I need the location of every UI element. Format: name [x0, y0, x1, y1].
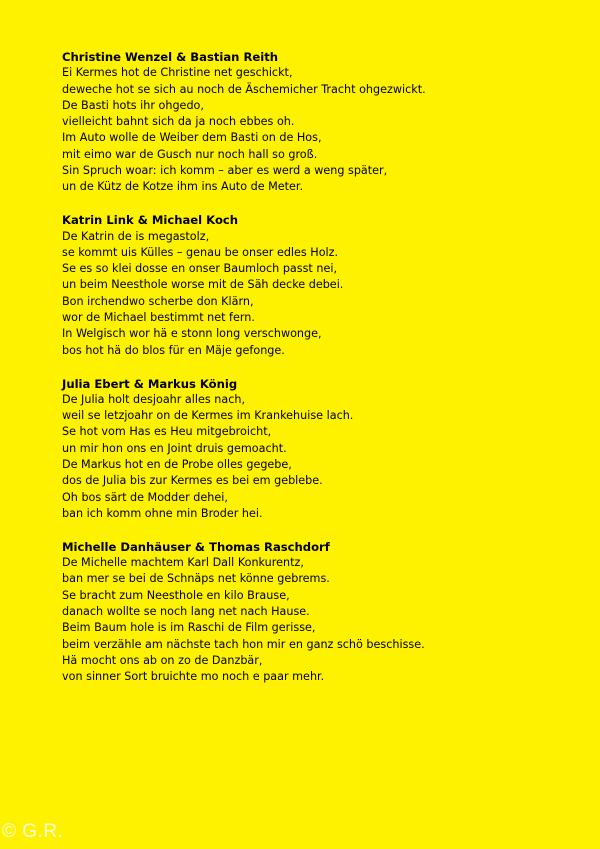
- verse-line: De Katrin de is megastolz,: [62, 229, 210, 243]
- verse-line: Se hot vom Has es Heu mitgebroicht,: [62, 425, 272, 439]
- verse-line: Im Auto wolle de Weiber dem Basti on de Hos,: [62, 131, 322, 145]
- couple-names: Katrin Link & Michael Koch: [62, 213, 239, 228]
- verse-line: wor de Michael bestimmt net fern.: [62, 311, 255, 325]
- stanza-2: [62, 212, 582, 359]
- verse-line: ban ich komm ohne min Broder hei.: [62, 506, 263, 520]
- verse-line: vielleicht bahnt sich da ja noch ebbes oh.: [62, 115, 295, 129]
- verse-line: danach wollte se noch lang net nach Hause.: [62, 604, 310, 618]
- verse-line: mit eimo war de Gusch nur noch hall so groß.: [62, 147, 318, 161]
- verse-line: Sin Spruch woar: ich komm – aber es werd a weng später,: [62, 164, 388, 178]
- verse-line: beim verzähle am nächste tach hon mir en ganz schö beschisse.: [62, 637, 425, 651]
- poem-document: [62, 49, 582, 702]
- verse-line: De Markus hot en de Probe olles gegebe,: [62, 458, 292, 472]
- couple-names: Christine Wenzel & Bastian Reith: [62, 50, 279, 64]
- verse-line: dos de Julia bis zur Kermes es bei em geblebe.: [62, 474, 323, 488]
- verse-line: ban mer se bei de Schnäps net könne gebrems.: [62, 572, 330, 586]
- stanza-1: [62, 49, 582, 196]
- verse-line: deweche hot se sich au noch de Äschemicher Tracht ohgezwickt.: [62, 82, 426, 96]
- verse-line: un beim Neesthole worse mit de Säh decke debei.: [62, 278, 344, 292]
- couple-names: Michelle Danhäuser & Thomas Raschdorf: [62, 539, 330, 554]
- verse-line: Hä mocht ons ab on zo de Danzbär,: [62, 653, 263, 667]
- verse-line: De Michelle machtem Karl Dall Konkurentz,: [62, 556, 304, 570]
- stanza-3: [62, 376, 582, 523]
- verse-line: Ei Kermes hot de Christine net geschickt,: [62, 66, 293, 80]
- copyright-watermark: © G.R.: [2, 821, 64, 842]
- verse-line: von sinner Sort bruichte mo noch e paar mehr.: [62, 670, 325, 684]
- verse-line: un de Kütz de Kotze ihm ins Auto de Meter.: [62, 180, 304, 194]
- verse-line: De Julia holt desjoahr alles nach,: [62, 392, 246, 406]
- verse-line: In Welgisch wor hä e stonn long verschwonge,: [62, 327, 322, 341]
- stanza-4: [62, 539, 582, 686]
- verse-line: se kommt uis Külles – genau be onser edles Holz.: [62, 245, 339, 259]
- couple-names: Julia Ebert & Markus König: [62, 376, 238, 391]
- verse-line: Se es so klei dosse en onser Baumloch passt nei,: [62, 262, 338, 276]
- verse-line: Se bracht zum Neesthole en kilo Brause,: [62, 588, 290, 602]
- verse-line: bos hot hä do blos für en Mäje gefonge.: [62, 343, 285, 357]
- verse-line: weil se letzjoahr on de Kermes im Krankehuise lach.: [62, 409, 354, 423]
- verse-line: De Basti hots ihr ohgedo,: [62, 98, 204, 112]
- verse-line: un mir hon ons en Joint druis gemoacht.: [62, 441, 287, 455]
- verse-line: Beim Baum hole is im Raschi de Film gerisse,: [62, 621, 316, 635]
- verse-line: Bon irchendwo scherbe don Klärn,: [62, 294, 254, 308]
- verse-line: Oh bos särt de Modder dehei,: [62, 490, 228, 504]
